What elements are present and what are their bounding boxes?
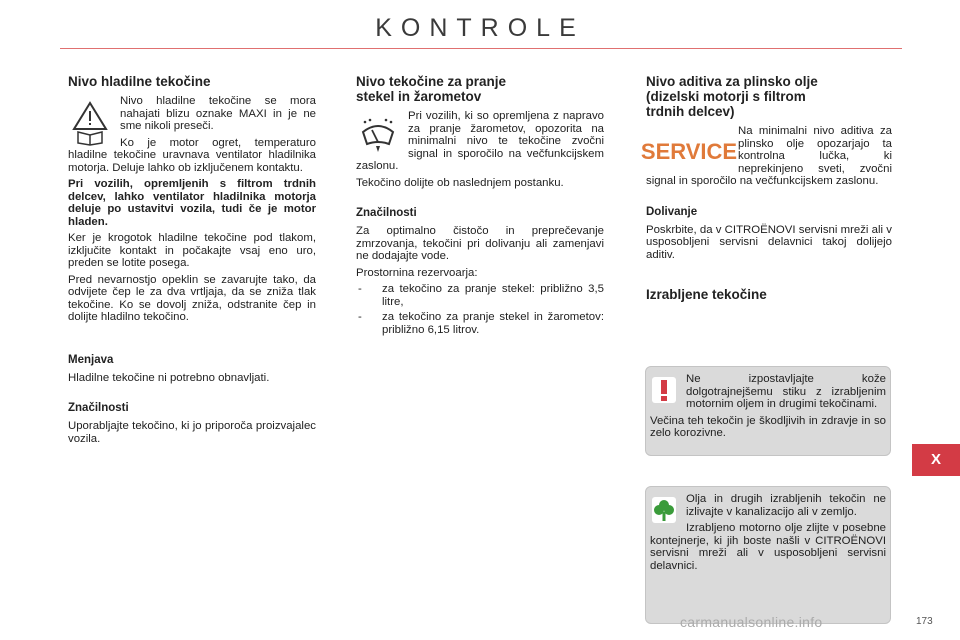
exclamation-icon (650, 375, 678, 405)
additive-heading-line2: (dizelski motorji s filtrom (646, 89, 806, 104)
washer-heading-line1: Nivo tekočine za pranje (356, 74, 507, 89)
warning-p1: Ne izpostavljajte kože dolgotrajnejšemu stiku z izrabljenim motornim oljem in drugimi tekočinami. (686, 373, 886, 410)
coolant-spec-text: Uporabljajte tekočino, ki jo priporoča proizvajalec vozila. (68, 420, 316, 445)
environment-p1: Olja in drugih izrabljenih tekočin ne izlivajte v kanalizacijo ali v zemljo. (686, 493, 886, 518)
additive-refill-text: Poskrbite, da v CITROËNOVI servisni mreži ali v usposobljeni servisni delavnici takoj dolijejo aditiv. (646, 223, 892, 261)
environment-p2: Izrabljeno motorno olje zlijte v posebne kontejnerje, ki jih boste našli v CITROËNOVI servisni mreži ali v usposobljeni servisni delavnici. (650, 522, 886, 572)
warning-note-box (645, 366, 891, 456)
coolant-intro-block (68, 95, 316, 133)
used-fluids-heading: Izrabljene tekočine (646, 287, 767, 302)
coolant-p2: Pri vozilih, opremljenih s filtrom trdnih delcev, lahko ventilator hladilnika motorja deluje po ustavitvi vozila, tudi če je motor hladen. (68, 178, 316, 228)
coolant-warning-book-icon (70, 99, 110, 145)
additive-heading-line1: Nivo aditiva za plinsko olje (646, 74, 818, 89)
washer-p1: Tekočino dolijte ob naslednjem postanku. (356, 176, 564, 189)
list-item: - za tekočino za pranje stekel: približno 3,5 litre, (356, 283, 604, 308)
washer-p2: Za optimalno čistočo in preprečevanje zmrzovanja, tekočini pri dolivanju ali zamenjavi ne dodajajte vode. (356, 225, 604, 262)
washer-p3: Prostornina rezervoarja: (356, 266, 478, 279)
washer-intro-block (356, 110, 604, 173)
washer-spec-heading: Značilnosti (356, 207, 417, 219)
coolant-p4: Pred nevarnostjo opeklin se zavarujte tako, da odvijete čep le za dva vrtljaja, da se zniža tlak tekočine. Ko se dovolj zniža, odstranite čep in dolijte hladilno tekočino. (68, 273, 316, 323)
coolant-spec-heading: Značilnosti (68, 402, 129, 414)
washer-heading (356, 74, 604, 104)
tree-icon (650, 495, 678, 525)
additive-heading-line3: trdnih delcev) (646, 104, 735, 119)
coolant-p3: Ker je krogotok hladilne tekočine pod tlakom, izključite kontakt in počakajte vsaj eno uro, preden se lotite posega. (68, 232, 316, 269)
watermark: carmanualsonline.info (680, 614, 823, 630)
service-label: SERVICE (640, 139, 738, 164)
additive-section (640, 74, 892, 308)
additive-refill-heading: Dolivanje (646, 205, 698, 218)
warning-p2: Večina teh tekočin je škodljivih in zdravje in so zelo korozivne. (650, 414, 886, 439)
page-title: KONTROLE (375, 14, 585, 42)
washer-capacity-list (356, 283, 604, 336)
title-divider (60, 48, 902, 49)
coolant-heading: Nivo hladilne tekočine (68, 74, 211, 89)
environment-note-box (645, 486, 891, 624)
additive-intro-block (640, 125, 892, 188)
additive-heading (646, 74, 892, 119)
list-item: - za tekočino za pranje stekel in žarometov: približno 6,15 litrov. (356, 311, 604, 336)
washer-section (356, 74, 604, 340)
chapter-tab[interactable]: X (912, 444, 960, 476)
coolant-intro: Nivo hladilne tekočine se mora nahajati blizu oznake MAXI in je ne sme nikoli preseči. (120, 95, 316, 132)
coolant-change-text: Hladilne tekočine ni potrebno obnavljati. (68, 371, 270, 384)
windscreen-washer-icon (358, 114, 398, 154)
coolant-p1: Ko je motor ogret, temperaturo hladilne tekočine uravnava ventilator hladilnika motorja. Deluje lahko ob izključenem kontaktu. (68, 136, 316, 174)
service-warning-icon (640, 135, 738, 165)
coolant-change-heading: Menjava (68, 353, 114, 366)
additive-intro: Na minimalni nivo aditiva za plinsko olje opozarjajo ta kontrolna lučka, ki neprekinjeno sveti, zvočni signal in sporočilo na večfunkcijskem zaslonu. (646, 125, 892, 187)
washer-intro: Pri vozilih, ki so opremljena z napravo za pranje žarometov, opozorita na minimalni nivo te tekočine zvočni signal in sporočilo na večfunkcijskem zaslonu. (356, 110, 604, 172)
washer-heading-line2: stekel in žarometov (356, 89, 482, 104)
page-number: 173 (916, 616, 933, 627)
coolant-section (68, 74, 316, 449)
